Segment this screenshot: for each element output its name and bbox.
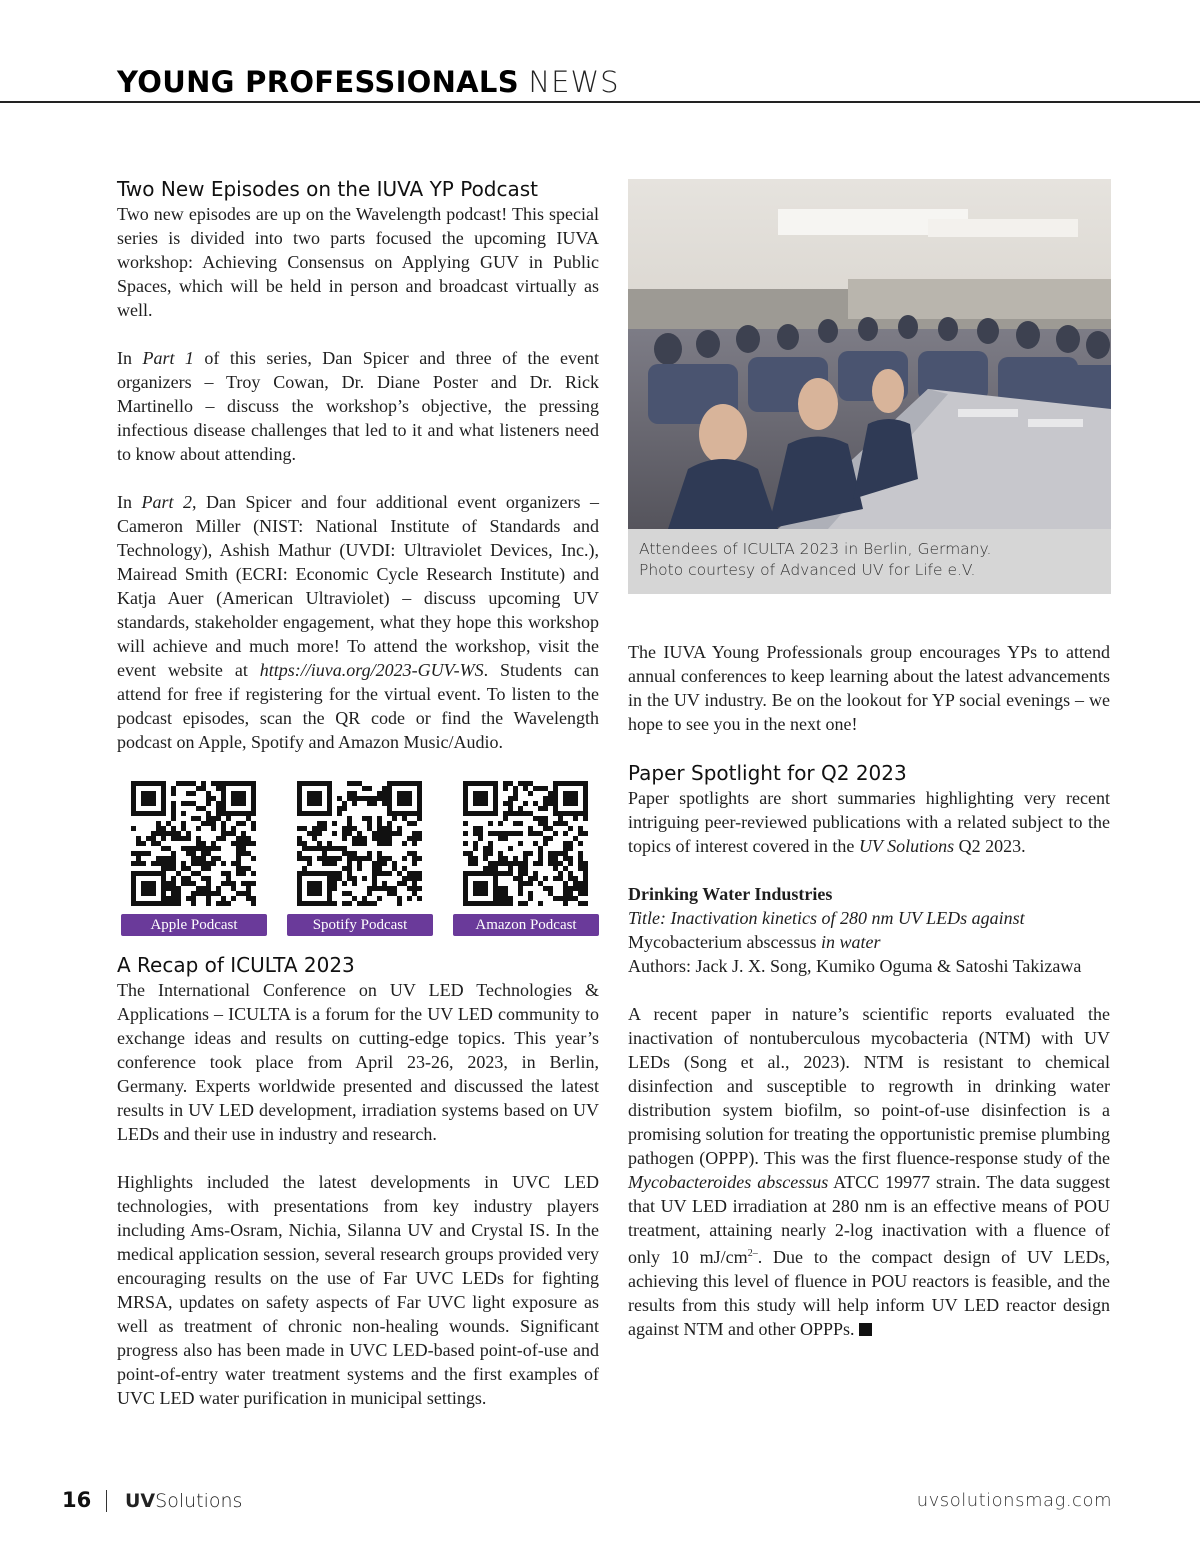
conference-audience-photo [628,179,1111,529]
caption-line-2: Photo courtesy of Advanced UV for Life e.V. [639,561,976,579]
page-number: 16 [62,1488,92,1512]
spotlight-paper-title: Title: Inactivation kinetics of 280 nm UV LEDs against Mycobacterium abscessus in water [628,908,1025,952]
magazine-brand: UVSolutions [125,1490,243,1512]
footer-divider [106,1490,107,1512]
spotify-podcast-label[interactable]: Spotify Podcast [287,914,433,936]
page-footer [62,1488,1112,1518]
amazon-podcast-qr[interactable] [453,780,599,936]
amazon-podcast-label[interactable]: Amazon Podcast [453,914,599,936]
section-title-light: NEWS [528,65,620,99]
podcast-paragraph-1: Two new episodes are up on the Wavelength podcast! This special series is divided into two parts focused the upcoming IUVA workshop: Achieving Consensus on Applying GUV in Public Spaces, which will be held in person and broadcast virtually as well. [117,204,599,320]
iculta-paragraph-2: Highlights included the latest developments in UVC LED technologies, with presentations from key industry players including Ams-Osram, Nichia, Silanna UV and Crystal IS. In the medical application session, several research groups provided very encouraging results on the use of Far UVC LEDs for fighting MRSA, updates on safety aspects of Far UVC light exposure as well as treatment of chronic non-healing wounds. Significant progress also has been made in UVC LED-based point-of-use and point-of-entry water treatment systems and the first examples of UVC LED water purification in municipal settings. [117,1172,599,1408]
spotlight-category: Drinking Water Industries [628,884,833,904]
spotlight-body: A recent paper in nature’s scientific reports evaluated the inactivation of nontuberculous mycobacteria (NTM) with UV LEDs (Song et al., 2023). NTM is resistant to chemical disinfection and susceptible to regrowth in drinking water distribution system biofilm, so point-of-use disinfection is a promising solution for treating the opportunistic premise plumbing pathogen (OPPP). This was the first fluence-response study of the Mycobacteroides abscessus ATCC 19977 strain. The data suggest that UV LED irradiation at 280 nm is an effective means of POU treatment, attaining nearly 2-log inactivation with a fluence of only 10 $mJ/cm^{2-}$. Due to the compact design of UV LEDs, achieving this level of fluence in POU reactors is feasible, and the results from this study will help inform UV LED reactor design against NTM and other OPPPs. [628,1004,1111,1339]
conference-photo-figure [628,179,1111,594]
iculta-paragraph-1: The International Conference on UV LED Technologies & Applications – ICULTA is a forum for the UV LED community to exchange ideas and results on cutting-edge topics. This year’s conference took place from April 23-26, 2023, in Berlin, Germany. Experts worldwide presented and discussed the latest results in UV LED development, irradiation systems based on UV LEDs and their use in industry and research. [117,980,599,1144]
podcast-heading: Two New Episodes on the IUVA YP Podcast [117,177,539,201]
podcast-paragraph-3: In Part 2, Dan Spicer and four additional event organizers – Cameron Miller (NIST: National Institute of Standards and Technology), Ashish Mathur (UVDI: Ultraviolet Devices, Inc.), Mairead Smith (ECRI: Economic Cycle Research Institute) and Katja Auer (American Ultraviolet) – discuss upcoming UV standards, stakeholder engagement, what they hope this workshop will achieve and much more! To attend the workshop, visit the event website at https://iuva.org/2023-GUV-WS. Students can attend for free if registering for the virtual event. To listen to the podcast episodes, scan the QR code or find the Wavelength podcast on Apple, Spotify and Amazon Music/Audio. [117,492,599,752]
section-title [117,62,620,102]
photo-caption [628,529,1111,594]
qr-code-row [117,780,599,948]
left-column [117,176,599,1410]
spotlight-authors: Authors: Jack J. X. Song, Kumiko Oguma & Satoshi Takizawa [628,956,1082,976]
caption-line-1: Attendees of ICULTA 2023 in Berlin, Germany. [639,540,992,558]
part-2-emphasis: Part 2 [141,492,192,512]
yp-paragraph: The IUVA Young Professionals group encourages YPs to attend annual conferences to keep learning about the latest advancements in the UV industry. Be on the lookout for YP social evenings – we hope to see you in the next one! [628,642,1110,734]
workshop-url-link[interactable]: https://iuva.org/2023-GUV-WS [259,660,484,680]
section-title-bold: YOUNG PROFESSIONALS [117,65,519,99]
spotlight-intro: Paper spotlights are short summaries highlighting very recent intriguing peer-reviewed publications with a related subject to the topics of interest covered in the UV Solutions Q2 2023. [628,788,1110,856]
qr-code-icon[interactable] [453,780,599,908]
qr-code-icon[interactable] [287,780,433,908]
website-url[interactable]: uvsolutionsmag.com [916,1490,1112,1511]
qr-code-icon[interactable] [121,780,267,908]
header-divider [0,101,1200,103]
spotlight-heading: Paper Spotlight for Q2 2023 [628,761,907,785]
magazine-name: UV Solutions [858,836,955,856]
species-name: Mycobacteroides abscessus [628,1172,829,1192]
right-column [628,640,1110,1341]
end-of-article-mark [859,1323,872,1336]
apple-podcast-qr[interactable] [121,780,267,936]
part-1-emphasis: Part 1 [142,348,194,368]
iculta-heading: A Recap of ICULTA 2023 [117,953,355,977]
spotify-podcast-qr[interactable] [287,780,433,936]
podcast-paragraph-2: In Part 1 of this series, Dan Spicer and three of the event organizers – Troy Cowan, Dr. Diane Poster and Dr. Rick Martinello – discuss the workshop’s objective, the pressing infectious disease challenges that led to it and what listeners need to know about attending. [117,348,599,464]
apple-podcast-label[interactable]: Apple Podcast [121,914,267,936]
